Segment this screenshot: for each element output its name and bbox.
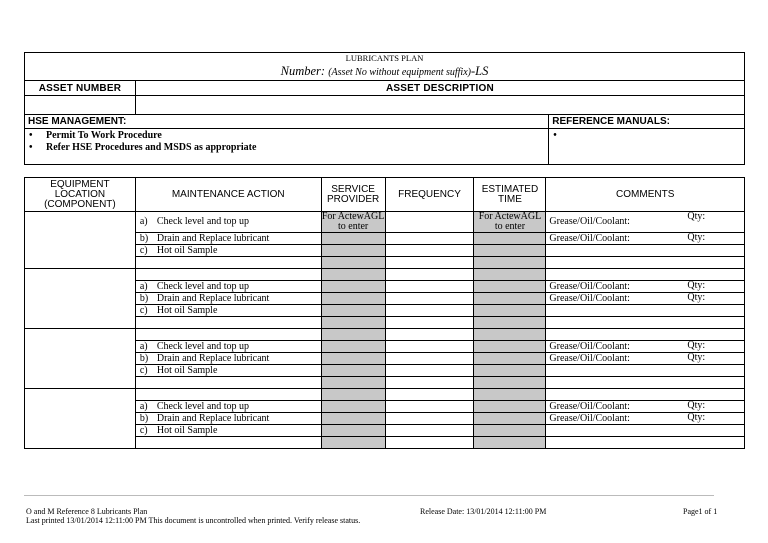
action-letter: c) (139, 304, 148, 316)
comment-label: Grease/Oil/Coolant: (549, 352, 630, 364)
estimated-time-cell[interactable] (474, 305, 546, 317)
col-equipment-location: EQUIPMENT LOCATION (COMPONENT) (25, 178, 136, 212)
hse-management-label: HSE MANAGEMENT: (25, 115, 549, 129)
table-row (25, 389, 745, 401)
table-row (25, 329, 745, 341)
comment-label: Grease/Oil/Coolant: (549, 340, 630, 352)
action-letter: a) (139, 216, 148, 227)
asset-number-title (25, 64, 744, 80)
comments-cell[interactable] (546, 245, 745, 257)
estimated-time-cell[interactable] (474, 413, 546, 425)
bullet-icon: • (553, 130, 557, 141)
service-provider-cell[interactable] (321, 341, 385, 353)
action-text: Check level and top up (156, 400, 250, 412)
action-text: Hot oil Sample (156, 424, 218, 436)
service-provider-cell[interactable]: For ActewAGL to enter (321, 211, 385, 232)
qty-label: Qty: (687, 232, 706, 243)
estimated-time-cell[interactable] (474, 329, 546, 341)
estimated-time-cell[interactable] (474, 245, 546, 257)
maintenance-action-cell (135, 425, 321, 437)
estimated-time-cell[interactable] (474, 269, 546, 281)
table-row (25, 212, 745, 233)
comment-label: Grease/Oil/Coolant: (549, 280, 630, 292)
bullet-icon: • (29, 142, 33, 153)
comments-cell[interactable] (546, 257, 745, 269)
maintenance-action-cell (135, 353, 321, 365)
frequency-cell[interactable] (385, 305, 474, 317)
service-provider-cell[interactable] (321, 245, 385, 257)
action-text: Drain and Replace lubricant (156, 232, 270, 244)
comments-cell[interactable] (546, 212, 745, 233)
service-provider-cell[interactable] (321, 257, 385, 269)
maintenance-action-cell (135, 389, 321, 401)
maintenance-action-cell (135, 365, 321, 377)
service-provider-cell[interactable] (321, 365, 385, 377)
maintenance-action-cell (135, 212, 321, 233)
asset-number-field[interactable] (25, 96, 136, 115)
service-provider-cell[interactable] (321, 293, 385, 305)
action-text: Drain and Replace lubricant (156, 412, 270, 424)
comments-cell[interactable] (546, 377, 745, 389)
frequency-cell[interactable] (385, 257, 474, 269)
frequency-cell[interactable] (385, 365, 474, 377)
comment-label: Grease/Oil/Coolant: (549, 412, 630, 424)
hse-item: • Permit To Work Procedure (29, 130, 162, 141)
service-provider-cell[interactable] (321, 389, 385, 401)
service-provider-cell[interactable] (321, 401, 385, 413)
title-cell (25, 53, 745, 81)
qty-label: Qty: (687, 340, 706, 351)
col-comments: COMMENTS (546, 178, 745, 212)
qty-label: Qty: (687, 280, 706, 291)
service-provider-cell[interactable] (321, 353, 385, 365)
comments-cell[interactable] (546, 293, 745, 305)
qty-label: Qty: (687, 211, 706, 222)
action-letter: c) (139, 424, 148, 436)
action-letter: a) (139, 280, 148, 292)
frequency-cell[interactable] (385, 281, 474, 293)
action-text: Drain and Replace lubricant (156, 292, 270, 304)
document-title: LUBRICANTS PLAN (345, 53, 424, 63)
maintenance-action-cell (135, 293, 321, 305)
estimated-time-cell[interactable] (474, 365, 546, 377)
service-provider-cell[interactable] (321, 317, 385, 329)
header-table (24, 52, 745, 165)
estimated-time-cell[interactable] (474, 353, 546, 365)
maintenance-action-cell (135, 317, 321, 329)
comments-cell[interactable] (546, 389, 745, 401)
action-text: Hot oil Sample (156, 304, 218, 316)
comments-cell[interactable] (546, 317, 745, 329)
maintenance-action-cell (135, 233, 321, 245)
action-letter: c) (139, 244, 148, 256)
footer-doc-name: O and M Reference 8 Lubricants Plan (26, 507, 148, 516)
qty-label: Qty: (687, 352, 706, 363)
action-text: Drain and Replace lubricant (156, 352, 270, 364)
comments-cell[interactable] (546, 329, 745, 341)
service-provider-cell[interactable] (321, 377, 385, 389)
asset-number-label: ASSET NUMBER (25, 81, 136, 96)
maintenance-action-cell (135, 245, 321, 257)
comments-cell[interactable] (546, 341, 745, 353)
comment-label: Grease/Oil/Coolant: (549, 232, 630, 244)
comments-cell[interactable] (546, 233, 745, 245)
footer-page-number: Page1 of 1 (683, 507, 718, 516)
equipment-location-cell[interactable] (25, 329, 136, 389)
action-text: Check level and top up (156, 280, 250, 292)
maintenance-action-cell (135, 305, 321, 317)
estimated-time-cell[interactable] (474, 281, 546, 293)
lubricants-plan-table (24, 177, 745, 449)
frequency-cell[interactable] (385, 425, 474, 437)
action-letter: c) (139, 364, 148, 376)
comments-cell[interactable] (546, 437, 745, 449)
action-text: Check level and top up (156, 216, 250, 227)
action-letter: b) (139, 292, 149, 304)
service-provider-cell[interactable] (321, 269, 385, 281)
maintenance-action-cell (135, 341, 321, 353)
comments-cell[interactable] (546, 401, 745, 413)
hse-item: • Refer HSE Procedures and MSDS as appropriate (29, 142, 257, 153)
comments-cell[interactable] (546, 269, 745, 281)
action-letter: b) (139, 352, 149, 364)
qty-label: Qty: (687, 400, 706, 411)
action-letter: a) (139, 340, 148, 352)
action-text: Hot oil Sample (156, 364, 218, 376)
estimated-time-cell[interactable] (474, 377, 546, 389)
estimated-time-cell[interactable] (474, 341, 546, 353)
frequency-cell[interactable] (385, 377, 474, 389)
asset-description-field[interactable] (135, 96, 744, 115)
estimated-time-cell[interactable] (474, 293, 546, 305)
table-header-row (25, 178, 745, 212)
service-provider-cell[interactable] (321, 437, 385, 449)
estimated-time-cell[interactable] (474, 401, 546, 413)
service-provider-cell[interactable] (321, 329, 385, 341)
col-estimated-time: ESTIMATED TIME (474, 178, 546, 212)
hse-list (25, 129, 549, 165)
qty-label: Qty: (687, 412, 706, 423)
frequency-cell[interactable] (385, 341, 474, 353)
service-provider-cell[interactable] (321, 425, 385, 437)
bullet-icon: • (29, 130, 33, 141)
asset-description-label: ASSET DESCRIPTION (135, 81, 744, 96)
action-letter: b) (139, 232, 149, 244)
action-text: Hot oil Sample (156, 244, 218, 256)
maintenance-action-cell (135, 269, 321, 281)
action-text: Check level and top up (156, 340, 250, 352)
maintenance-action-cell (135, 437, 321, 449)
action-letter: a) (139, 400, 148, 412)
number-prefix: Number: (280, 64, 329, 78)
frequency-cell[interactable] (385, 245, 474, 257)
frequency-cell[interactable] (385, 437, 474, 449)
reference-item[interactable] (553, 130, 740, 142)
number-suffix: -LS (470, 64, 489, 78)
frequency-cell[interactable] (385, 401, 474, 413)
maintenance-action-cell (135, 413, 321, 425)
service-provider-cell[interactable] (321, 413, 385, 425)
comments-cell[interactable] (546, 365, 745, 377)
action-letter: b) (139, 412, 149, 424)
estimated-time-cell[interactable] (474, 317, 546, 329)
comments-cell[interactable] (546, 425, 745, 437)
comment-label: Grease/Oil/Coolant: (549, 216, 630, 227)
comments-cell[interactable] (546, 281, 745, 293)
estimated-time-cell[interactable]: For ActewAGL to enter (474, 212, 546, 233)
service-provider-cell[interactable] (321, 305, 385, 317)
estimated-time-cell[interactable] (474, 437, 546, 449)
service-provider-cell[interactable] (321, 281, 385, 293)
frequency-cell[interactable] (385, 329, 474, 341)
service-provider-cell[interactable] (321, 233, 385, 245)
maintenance-action-cell (135, 329, 321, 341)
equipment-location-cell[interactable] (25, 389, 136, 449)
estimated-time-cell[interactable] (474, 425, 546, 437)
maintenance-action-cell (135, 257, 321, 269)
estimated-time-cell[interactable] (474, 389, 546, 401)
comments-cell[interactable] (546, 413, 745, 425)
footer-printed-note: Last printed 13/01/2014 12:11:00 PM This document is uncontrolled when printed. Verify release status. (26, 516, 361, 525)
equipment-location-cell[interactable] (25, 269, 136, 329)
comment-label: Grease/Oil/Coolant: (549, 292, 630, 304)
col-maintenance-action: MAINTENANCE ACTION (135, 178, 321, 212)
frequency-cell[interactable] (385, 293, 474, 305)
frequency-cell[interactable] (385, 212, 474, 233)
qty-label: Qty: (687, 292, 706, 303)
frequency-cell[interactable] (385, 413, 474, 425)
maintenance-action-cell (135, 281, 321, 293)
equipment-location-cell[interactable] (25, 212, 136, 269)
frequency-cell[interactable] (385, 353, 474, 365)
col-service-provider: SERVICE PROVIDER (321, 178, 385, 212)
frequency-cell[interactable] (385, 269, 474, 281)
col-frequency: FREQUENCY (385, 178, 474, 212)
maintenance-action-cell (135, 377, 321, 389)
table-row (25, 269, 745, 281)
frequency-cell[interactable] (385, 389, 474, 401)
reference-list (549, 129, 745, 165)
comment-label: Grease/Oil/Coolant: (549, 400, 630, 412)
comments-cell[interactable] (546, 305, 745, 317)
comments-cell[interactable] (546, 353, 745, 365)
maintenance-action-cell (135, 401, 321, 413)
frequency-cell[interactable] (385, 317, 474, 329)
footer-release-date: Release Date: 13/01/2014 12:11:00 PM (420, 507, 547, 516)
reference-manuals-label: REFERENCE MANUALS: (549, 115, 745, 129)
estimated-time-cell[interactable] (474, 233, 546, 245)
frequency-cell[interactable] (385, 233, 474, 245)
estimated-time-cell[interactable] (474, 257, 546, 269)
footer-divider (24, 495, 714, 496)
number-placeholder: (Asset No without equipment suffix) (328, 67, 471, 78)
